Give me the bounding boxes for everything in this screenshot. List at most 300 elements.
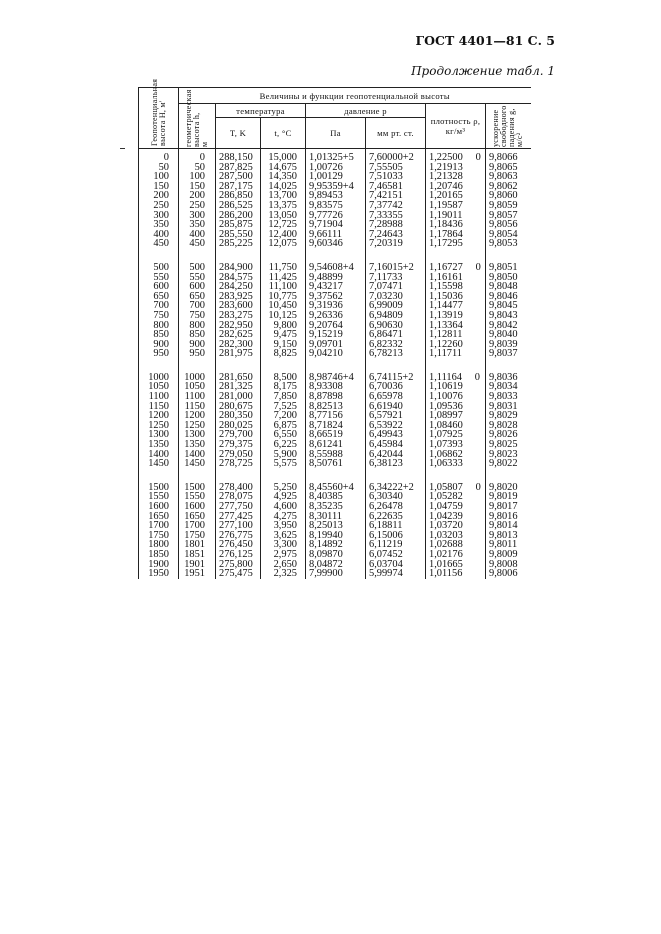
cell-temperature-k: 284,575 — [216, 273, 261, 283]
cell-pressure-pa: 9,26336 — [306, 311, 366, 321]
cell-pressure-mmhg: 6,03704 — [366, 560, 426, 570]
cell-temperature-k: 276,125 — [216, 550, 261, 560]
cell-temperature-k: 281,000 — [216, 392, 261, 402]
cell-temperature-c: 9,475 — [261, 330, 306, 340]
cell-geometric-height: 1550 — [179, 492, 216, 502]
cell-temperature-c: 14,675 — [261, 163, 306, 173]
cell-geopotential-height: 250 — [139, 201, 179, 211]
cell-geopotential-height: 0 — [139, 149, 179, 163]
header-geometric-height: геометрическая высота h, м — [179, 104, 216, 149]
cell-gravity: 9,8065 — [486, 163, 531, 173]
cell-geopotential-height: 1150 — [139, 402, 179, 412]
cell-geometric-height: 1600 — [179, 502, 216, 512]
cell-temperature-k: 285,550 — [216, 230, 261, 240]
cell-gravity: 9,8040 — [486, 330, 531, 340]
cell-pressure-pa: 9,60346 — [306, 239, 366, 249]
cell-temperature-c: 11,425 — [261, 273, 306, 283]
cell-temperature-c: 12,400 — [261, 230, 306, 240]
cell-density — [426, 349, 486, 359]
cell-pressure-pa: 9,48899 — [306, 273, 366, 283]
header-geopotential-height: Геопотенциальная высота H, м' — [139, 88, 179, 149]
cell-gravity: 9,8025 — [486, 440, 531, 450]
cell-geometric-height: 1750 — [179, 531, 216, 541]
cell-gravity: 9,8048 — [486, 282, 531, 292]
cell-temperature-c: 13,700 — [261, 191, 306, 201]
cell-pressure-pa: 9,54608+4 — [306, 259, 366, 273]
cell-pressure-mmhg: 7,33355 — [366, 211, 426, 221]
density-exponent: 0 — [475, 481, 481, 493]
cell-geometric-height: 900 — [179, 340, 216, 350]
cell-gravity: 9,8043 — [486, 311, 531, 321]
cell-temperature-c: 6,225 — [261, 440, 306, 450]
cell-temperature-c: 8,175 — [261, 382, 306, 392]
density-value: 1,12811 — [429, 329, 463, 341]
density-value: 1,17295 — [429, 238, 463, 250]
cell-geopotential-height: 950 — [139, 349, 179, 359]
table-row — [139, 149, 531, 163]
cell-geometric-height: 950 — [179, 349, 216, 359]
cell-temperature-c: 6,875 — [261, 421, 306, 431]
cell-pressure-pa: 8,40385 — [306, 492, 366, 502]
cell-gravity: 9,8008 — [486, 560, 531, 570]
density-value: 1,15036 — [429, 290, 463, 302]
cell-temperature-k: 281,975 — [216, 349, 261, 359]
cell-gravity: 9,8057 — [486, 211, 531, 221]
density-value: 1,22500 — [429, 152, 463, 163]
cell-temperature-c: 9,150 — [261, 340, 306, 350]
cell-geopotential-height: 1350 — [139, 440, 179, 450]
spacer-cell — [486, 359, 531, 369]
cell-temperature-k: 285,875 — [216, 220, 261, 230]
cell-pressure-mmhg: 6,49943 — [366, 430, 426, 440]
cell-geometric-height: 850 — [179, 330, 216, 340]
cell-temperature-c: 10,450 — [261, 301, 306, 311]
cell-temperature-c: 14,350 — [261, 172, 306, 182]
cell-temperature-k: 280,350 — [216, 411, 261, 421]
cell-gravity: 9,8066 — [486, 149, 531, 163]
cell-gravity: 9,8028 — [486, 421, 531, 431]
header-temperature: температура — [216, 104, 306, 118]
cell-geometric-height: 1951 — [179, 569, 216, 579]
cell-pressure-pa: 8,14892 — [306, 540, 366, 550]
density-value: 1,13919 — [429, 309, 463, 321]
cell-pressure-mmhg: 6,70036 — [366, 382, 426, 392]
cell-gravity: 9,8013 — [486, 531, 531, 541]
cell-pressure-mmhg: 7,55505 — [366, 163, 426, 173]
block-spacer — [139, 359, 531, 369]
cell-pressure-pa: 9,95359+4 — [306, 182, 366, 192]
cell-geometric-height: 350 — [179, 220, 216, 230]
table-row — [139, 459, 531, 469]
cell-gravity: 9,8006 — [486, 569, 531, 579]
cell-pressure-mmhg: 6,15006 — [366, 531, 426, 541]
cell-geopotential-height: 1850 — [139, 550, 179, 560]
cell-gravity: 9,8009 — [486, 550, 531, 560]
cell-pressure-pa: 8,50761 — [306, 459, 366, 469]
cell-temperature-c: 15,000 — [261, 149, 306, 163]
cell-pressure-pa: 8,35235 — [306, 502, 366, 512]
cell-pressure-pa: 8,98746+4 — [306, 369, 366, 383]
cell-temperature-k: 279,050 — [216, 450, 261, 460]
cell-pressure-mmhg: 6,61940 — [366, 402, 426, 412]
cell-pressure-mmhg: 6,94809 — [366, 311, 426, 321]
header-pressure: давление p — [306, 104, 426, 118]
spacer-cell — [216, 359, 261, 369]
cell-pressure-pa: 9,77726 — [306, 211, 366, 221]
cell-pressure-mmhg: 6,42044 — [366, 450, 426, 460]
cell-pressure-mmhg: 6,07452 — [366, 550, 426, 560]
cell-pressure-mmhg: 6,53922 — [366, 421, 426, 431]
cell-pressure-pa: 8,04872 — [306, 560, 366, 570]
table-row — [139, 259, 531, 273]
cell-temperature-k: 276,775 — [216, 531, 261, 541]
cell-pressure-pa: 8,77156 — [306, 411, 366, 421]
cell-temperature-c: 7,525 — [261, 402, 306, 412]
spacer-cell — [179, 359, 216, 369]
cell-pressure-mmhg: 7,03230 — [366, 292, 426, 302]
table-row — [139, 569, 531, 579]
cell-geopotential-height: 450 — [139, 239, 179, 249]
cell-temperature-k: 283,275 — [216, 311, 261, 321]
cell-gravity: 9,8042 — [486, 321, 531, 331]
cell-gravity: 9,8054 — [486, 230, 531, 240]
table-row — [139, 479, 531, 493]
cell-pressure-pa: 9,43217 — [306, 282, 366, 292]
cell-temperature-k: 282,300 — [216, 340, 261, 350]
spacer-cell — [261, 469, 306, 479]
spacer-cell — [426, 469, 486, 479]
cell-geopotential-height: 750 — [139, 311, 179, 321]
cell-temperature-c: 13,050 — [261, 211, 306, 221]
cell-gravity: 9,8023 — [486, 450, 531, 460]
spacer-cell — [486, 249, 531, 259]
cell-geopotential-height: 1250 — [139, 421, 179, 431]
cell-geopotential-height: 600 — [139, 282, 179, 292]
cell-temperature-k: 283,925 — [216, 292, 261, 302]
density-value: 1,06862 — [429, 448, 463, 460]
spacer-cell — [306, 469, 366, 479]
cell-pressure-pa: 8,87898 — [306, 392, 366, 402]
density-value: 1,10076 — [429, 391, 463, 403]
cell-pressure-mmhg: 6,11219 — [366, 540, 426, 550]
cell-geometric-height: 1000 — [179, 369, 216, 383]
density-value: 1,16727 — [429, 261, 463, 273]
cell-geometric-height: 200 — [179, 191, 216, 201]
cell-geopotential-height: 700 — [139, 301, 179, 311]
cell-temperature-k: 279,375 — [216, 440, 261, 450]
density-value: 1,18436 — [429, 219, 463, 231]
density-value: 1,16161 — [429, 271, 463, 283]
cell-gravity: 9,8031 — [486, 402, 531, 412]
cell-geometric-height: 1350 — [179, 440, 216, 450]
cell-density — [426, 459, 486, 469]
density-value: 1,15598 — [429, 281, 463, 293]
cell-temperature-c: 4,925 — [261, 492, 306, 502]
cell-geometric-height: 1650 — [179, 512, 216, 522]
cell-pressure-mmhg: 6,26478 — [366, 502, 426, 512]
document-header-title: ГОСТ 4401—81 С. 5 — [415, 33, 555, 48]
cell-geometric-height: 1300 — [179, 430, 216, 440]
cell-temperature-k: 275,475 — [216, 569, 261, 579]
density-exponent: 0 — [475, 261, 481, 273]
cell-gravity: 9,8056 — [486, 220, 531, 230]
cell-gravity: 9,8029 — [486, 411, 531, 421]
table-continuation-label: Продолжение табл. 1 — [411, 64, 555, 78]
cell-pressure-pa: 9,20764 — [306, 321, 366, 331]
cell-pressure-mmhg: 6,86471 — [366, 330, 426, 340]
cell-temperature-c: 6,550 — [261, 430, 306, 440]
spacer-cell — [306, 359, 366, 369]
density-value: 1,07393 — [429, 439, 463, 451]
density-value: 1,19011 — [429, 209, 463, 221]
cell-geopotential-height: 1950 — [139, 569, 179, 579]
cell-pressure-pa: 8,09870 — [306, 550, 366, 560]
cell-geopotential-height: 500 — [139, 259, 179, 273]
spacer-cell — [216, 469, 261, 479]
cell-gravity: 9,8063 — [486, 172, 531, 182]
spacer-cell — [139, 359, 179, 369]
cell-temperature-c: 11,750 — [261, 259, 306, 273]
cell-geopotential-height: 100 — [139, 172, 179, 182]
cell-geometric-height: 550 — [179, 273, 216, 283]
cell-geopotential-height: 1550 — [139, 492, 179, 502]
density-value: 1,08997 — [429, 410, 463, 422]
spacer-cell — [139, 249, 179, 259]
cell-pressure-mmhg: 6,18811 — [366, 521, 426, 531]
cell-pressure-pa: 9,71904 — [306, 220, 366, 230]
cell-geometric-height: 500 — [179, 259, 216, 273]
cell-pressure-mmhg: 6,34222+2 — [366, 479, 426, 493]
cell-temperature-k: 278,725 — [216, 459, 261, 469]
cell-gravity: 9,8017 — [486, 502, 531, 512]
cell-temperature-c: 3,950 — [261, 521, 306, 531]
cell-pressure-mmhg: 6,57921 — [366, 411, 426, 421]
cell-pressure-mmhg: 7,20319 — [366, 239, 426, 249]
cell-geometric-height: 1851 — [179, 550, 216, 560]
cell-geometric-height: 1250 — [179, 421, 216, 431]
cell-temperature-c: 11,100 — [261, 282, 306, 292]
spacer-cell — [366, 359, 426, 369]
spacer-cell — [366, 469, 426, 479]
header-t-celsius: t, °C — [261, 118, 306, 149]
cell-temperature-k: 287,175 — [216, 182, 261, 192]
table-row — [139, 369, 531, 383]
cell-pressure-mmhg: 7,42151 — [366, 191, 426, 201]
cell-temperature-k: 277,750 — [216, 502, 261, 512]
cell-gravity: 9,8060 — [486, 191, 531, 201]
cell-geometric-height: 650 — [179, 292, 216, 302]
cell-pressure-pa: 1,00129 — [306, 172, 366, 182]
cell-temperature-c: 14,025 — [261, 182, 306, 192]
cell-pressure-pa: 9,04210 — [306, 349, 366, 359]
block-spacer — [139, 249, 531, 259]
cell-temperature-c: 5,900 — [261, 450, 306, 460]
cell-geometric-height: 1700 — [179, 521, 216, 531]
cell-pressure-mmhg: 7,07471 — [366, 282, 426, 292]
cell-geometric-height: 100 — [179, 172, 216, 182]
cell-pressure-pa: 9,09701 — [306, 340, 366, 350]
cell-pressure-pa: 9,31936 — [306, 301, 366, 311]
cell-geometric-height: 250 — [179, 201, 216, 211]
density-value: 1,17864 — [429, 228, 463, 240]
cell-temperature-c: 5,575 — [261, 459, 306, 469]
cell-temperature-c: 4,275 — [261, 512, 306, 522]
cell-geopotential-height: 350 — [139, 220, 179, 230]
cell-geopotential-height: 1800 — [139, 540, 179, 550]
cell-pressure-mmhg: 6,74115+2 — [366, 369, 426, 383]
cell-pressure-mmhg: 6,30340 — [366, 492, 426, 502]
cell-geopotential-height: 1750 — [139, 531, 179, 541]
spacer-cell — [426, 359, 486, 369]
cell-gravity: 9,8037 — [486, 349, 531, 359]
cell-pressure-pa: 8,55988 — [306, 450, 366, 460]
cell-temperature-c: 7,200 — [261, 411, 306, 421]
cell-pressure-mmhg: 5,99974 — [366, 569, 426, 579]
cell-temperature-c: 8,500 — [261, 369, 306, 383]
cell-geometric-height: 1901 — [179, 560, 216, 570]
spacer-cell — [216, 249, 261, 259]
cell-pressure-pa: 9,89453 — [306, 191, 366, 201]
cell-temperature-c: 9,800 — [261, 321, 306, 331]
cell-geopotential-height: 550 — [139, 273, 179, 283]
cell-temperature-k: 279,700 — [216, 430, 261, 440]
cell-pressure-pa: 8,93308 — [306, 382, 366, 392]
cell-temperature-c: 12,075 — [261, 239, 306, 249]
density-value: 1,11711 — [429, 348, 462, 360]
cell-pressure-pa: 9,83575 — [306, 201, 366, 211]
cell-geometric-height: 1150 — [179, 402, 216, 412]
atmosphere-table — [138, 78, 531, 580]
cell-pressure-pa: 8,82513 — [306, 402, 366, 412]
block-spacer — [139, 469, 531, 479]
cell-pressure-mmhg: 6,90630 — [366, 321, 426, 331]
cell-density — [426, 239, 486, 249]
cell-temperature-c: 10,125 — [261, 311, 306, 321]
cell-gravity: 9,8050 — [486, 273, 531, 283]
density-value: 1,21328 — [429, 171, 463, 183]
cell-geometric-height: 1801 — [179, 540, 216, 550]
margin-tick-mark — [120, 148, 125, 149]
cell-gravity: 9,8053 — [486, 239, 531, 249]
density-value: 1,05807 — [429, 481, 463, 493]
cell-geometric-height: 50 — [179, 163, 216, 173]
header-group: Величины и функции геопотенциальной высоты — [179, 88, 531, 104]
density-value: 1,10619 — [429, 381, 463, 393]
cell-gravity: 9,8014 — [486, 521, 531, 531]
spacer-cell — [139, 469, 179, 479]
cell-pressure-pa: 1,01325+5 — [306, 149, 366, 163]
density-value: 1,11164 — [429, 371, 462, 383]
cell-temperature-k: 281,325 — [216, 382, 261, 392]
cell-pressure-mmhg: 7,46581 — [366, 182, 426, 192]
cell-temperature-k: 282,625 — [216, 330, 261, 340]
cell-temperature-c: 3,300 — [261, 540, 306, 550]
density-value: 1,05282 — [429, 491, 463, 503]
cell-temperature-k: 284,250 — [216, 282, 261, 292]
density-value: 1,06333 — [429, 458, 463, 470]
cell-density — [426, 259, 486, 273]
density-value: 1,02688 — [429, 539, 463, 551]
spacer-cell — [261, 249, 306, 259]
cell-geopotential-height: 1650 — [139, 512, 179, 522]
cell-geometric-height: 300 — [179, 211, 216, 221]
density-exponent: 0 — [475, 152, 481, 163]
cell-pressure-mmhg: 6,65978 — [366, 392, 426, 402]
spacer-cell — [426, 249, 486, 259]
cell-geopotential-height: 800 — [139, 321, 179, 331]
header-density: плотность ρ, кг/м³ — [426, 104, 486, 149]
cell-temperature-k: 286,850 — [216, 191, 261, 201]
table-body — [139, 149, 531, 579]
cell-gravity: 9,8016 — [486, 512, 531, 522]
table-row — [139, 349, 531, 359]
cell-geopotential-height: 1200 — [139, 411, 179, 421]
cell-geopotential-height: 1500 — [139, 479, 179, 493]
cell-pressure-mmhg: 7,24643 — [366, 230, 426, 240]
cell-geopotential-height: 900 — [139, 340, 179, 350]
density-value: 1,03203 — [429, 529, 463, 541]
cell-pressure-mmhg: 6,99009 — [366, 301, 426, 311]
cell-gravity: 9,8019 — [486, 492, 531, 502]
cell-pressure-mmhg: 7,51033 — [366, 172, 426, 182]
cell-pressure-mmhg: 6,78213 — [366, 349, 426, 359]
cell-geopotential-height: 1700 — [139, 521, 179, 531]
cell-temperature-k: 285,225 — [216, 239, 261, 249]
cell-pressure-pa: 8,66519 — [306, 430, 366, 440]
density-value: 1,09536 — [429, 400, 463, 412]
cell-temperature-c: 5,250 — [261, 479, 306, 493]
cell-pressure-pa: 8,19940 — [306, 531, 366, 541]
cell-pressure-pa: 1,00726 — [306, 163, 366, 173]
cell-pressure-mmhg: 7,16015+2 — [366, 259, 426, 273]
cell-pressure-pa: 8,61241 — [306, 440, 366, 450]
cell-geometric-height: 1050 — [179, 382, 216, 392]
cell-temperature-k: 280,675 — [216, 402, 261, 412]
cell-geometric-height: 1450 — [179, 459, 216, 469]
cell-pressure-pa: 9,66111 — [306, 230, 366, 240]
cell-gravity: 9,8020 — [486, 479, 531, 493]
cell-geometric-height: 800 — [179, 321, 216, 331]
cell-gravity: 9,8051 — [486, 259, 531, 273]
cell-geometric-height: 1400 — [179, 450, 216, 460]
density-value: 1,20165 — [429, 190, 463, 202]
density-value: 1,19587 — [429, 199, 463, 211]
cell-density — [426, 569, 486, 579]
cell-geopotential-height: 1400 — [139, 450, 179, 460]
cell-pressure-pa: 9,15219 — [306, 330, 366, 340]
cell-geometric-height: 0 — [179, 149, 216, 163]
density-value: 1,04239 — [429, 510, 463, 522]
cell-temperature-k: 288,150 — [216, 149, 261, 163]
cell-geopotential-height: 1000 — [139, 369, 179, 383]
cell-pressure-mmhg: 6,82332 — [366, 340, 426, 350]
cell-geopotential-height: 1600 — [139, 502, 179, 512]
cell-geopotential-height: 850 — [139, 330, 179, 340]
cell-temperature-k: 278,400 — [216, 479, 261, 493]
cell-pressure-mmhg: 6,38123 — [366, 459, 426, 469]
cell-geometric-height: 700 — [179, 301, 216, 311]
cell-geometric-height: 600 — [179, 282, 216, 292]
cell-temperature-k: 287,825 — [216, 163, 261, 173]
density-value: 1,04759 — [429, 501, 463, 512]
cell-gravity: 9,8022 — [486, 459, 531, 469]
density-value: 1,02176 — [429, 548, 463, 560]
density-value: 1,20746 — [429, 180, 463, 192]
cell-temperature-k: 283,600 — [216, 301, 261, 311]
cell-geopotential-height: 1050 — [139, 382, 179, 392]
cell-gravity: 9,8059 — [486, 201, 531, 211]
cell-pressure-mmhg: 6,22635 — [366, 512, 426, 522]
